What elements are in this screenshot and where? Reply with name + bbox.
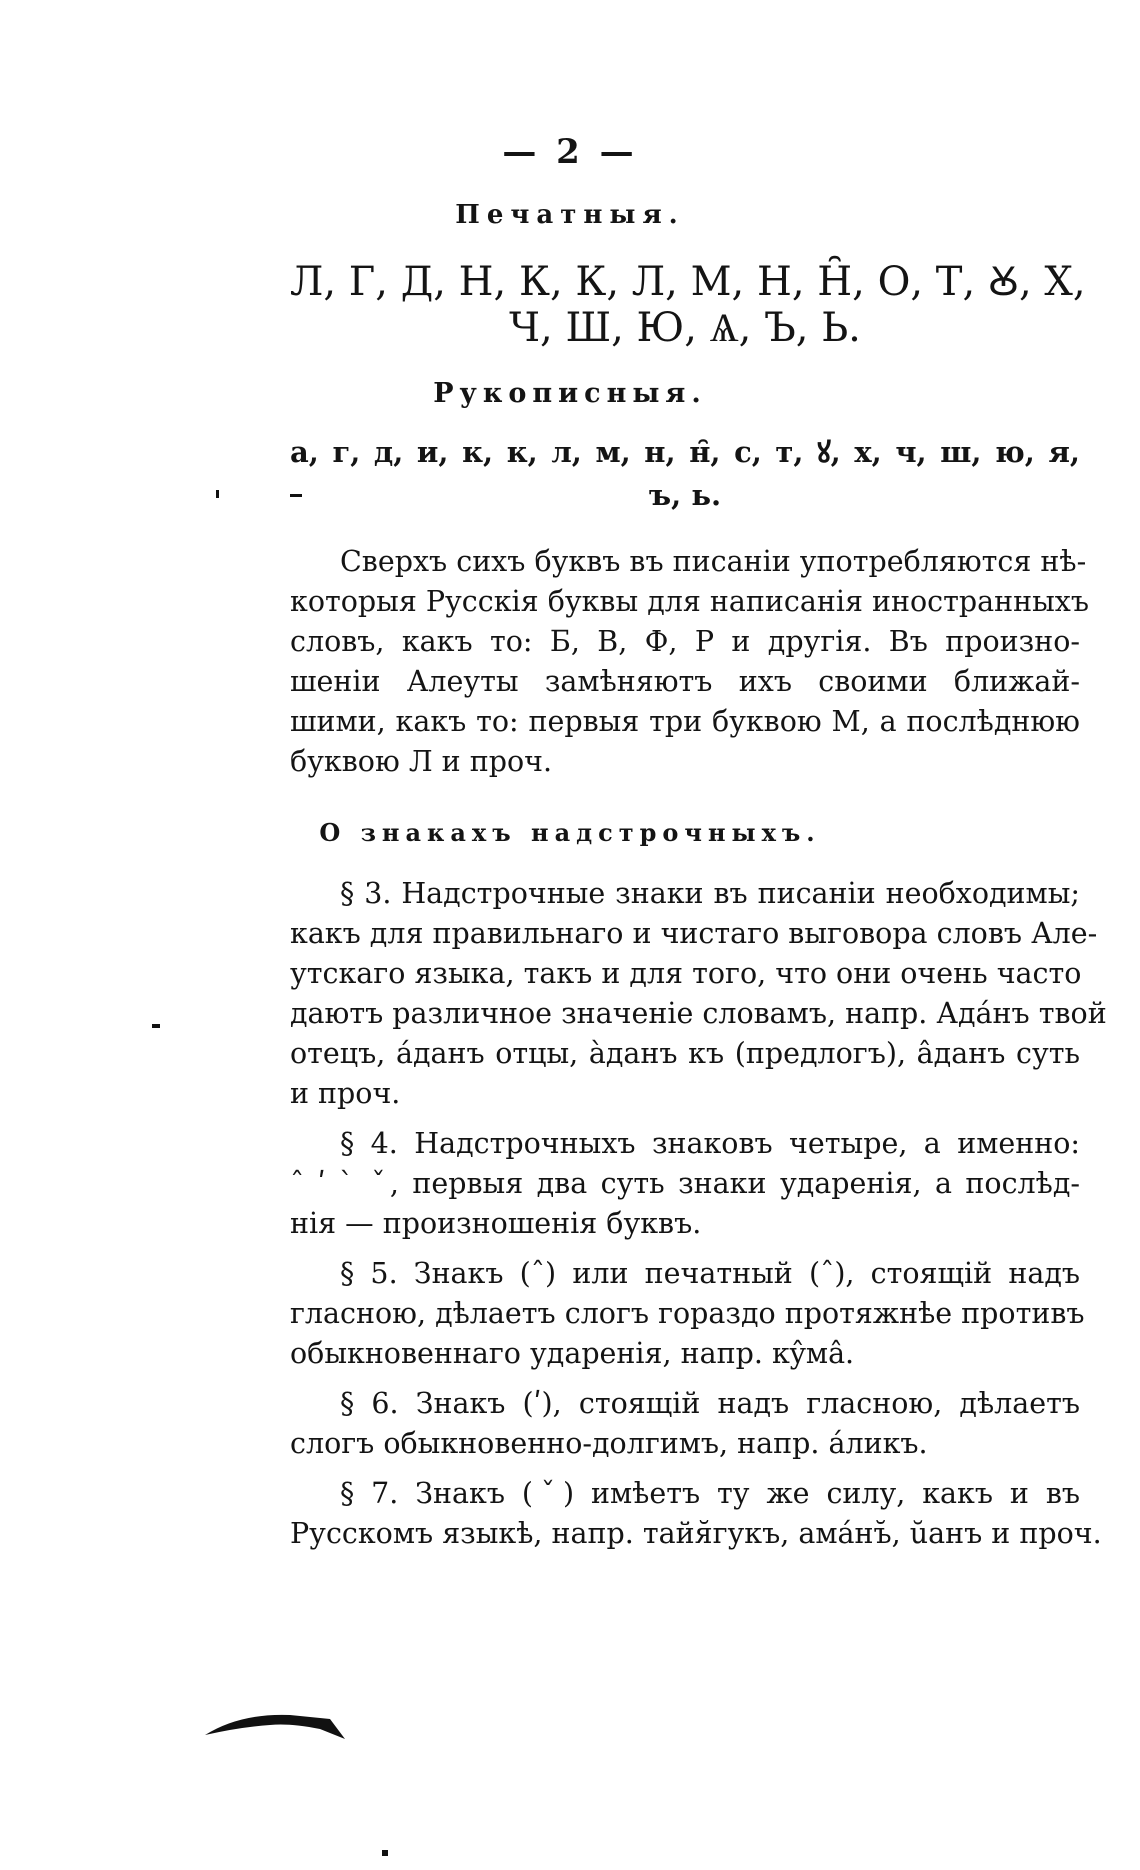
- section-3-line: § 3. Надстрочные знаки въ писаніи необходимы;: [340, 877, 1080, 910]
- scan-speck: [290, 494, 302, 497]
- section-5-line: гласною, дѣлаетъ слогъ гораздо протяжнѣе противъ: [290, 1297, 1085, 1330]
- section-6-line: слогъ обыкновенно-долгимъ, напр. а́ликъ.: [290, 1427, 928, 1460]
- script-alphabet-line-2: ъ, ь.: [648, 478, 722, 512]
- script-letters-heading: Рукописныя.: [433, 378, 707, 409]
- section-4-line: § 4. Надстрочныхъ знаковъ четыре, а именно:: [340, 1127, 1080, 1160]
- section-3-line: какъ для правильнаго и чистаго выговора словъ Але-: [290, 917, 1098, 950]
- section-7-line: Русскомъ языкѣ, напр. тайя̆гукъ, ама́нъ̆, ŭанъ и проч.: [290, 1517, 1102, 1550]
- paragraph-line: которыя Русскія буквы для написанія иностранныхъ: [290, 585, 1089, 618]
- section-6-line: § 6. Знакъ (ʹ), стоящій надъ гласною, дѣлаетъ: [340, 1387, 1080, 1420]
- scan-speck: [382, 1850, 388, 1856]
- section-3-line: утскаго языка, такъ и для того, что они очень часто: [290, 957, 1082, 990]
- ink-stroke-mark: [200, 1705, 350, 1745]
- printed-alphabet-line-1: Л, Г, Д, Н, К, К, Л, М, Н, Н̑, О, Т, Ꙋ, Х,: [290, 259, 1086, 305]
- paragraph-line: шими, какъ то: первыя три буквою М, а послѣднюю: [290, 705, 1080, 738]
- section-3-line: и проч.: [290, 1077, 401, 1110]
- paragraph-line: шеніи Алеуты замѣняютъ ихъ своими ближай-: [290, 665, 1080, 698]
- paragraph-line: буквою Л и проч.: [290, 745, 553, 778]
- scan-speck: [152, 1024, 160, 1028]
- scan-speck: [216, 490, 219, 498]
- section-3-line: отецъ, а́данъ отцы, а̀данъ къ (предлогъ), а̂данъ суть: [290, 1037, 1080, 1070]
- paragraph-line: Сверхъ сихъ буквъ въ писаніи употребляются нѣ-: [340, 545, 1087, 578]
- printed-letters-heading: Печатныя.: [455, 200, 685, 230]
- section-4-line: ˆ ʹ ˋ ˇ, первыя два суть знаки ударенія, а послѣд-: [290, 1167, 1080, 1200]
- superscript-marks-heading: О знакахъ надстрочныхъ.: [319, 818, 821, 847]
- script-alphabet-line-1: а, г, д, и, к, к, л, м, н, н̑, с, т, ꙋ, х, ч, ш, ю, я,: [290, 435, 1080, 469]
- page-number: — 2 —: [502, 132, 638, 172]
- section-3-line: даютъ различное значеніе словамъ, напр. Ада́нъ твой: [290, 997, 1107, 1030]
- printed-alphabet-line-2: Ч, Ш, Ю, Ѧ, Ъ, Ь.: [509, 305, 861, 351]
- section-7-line: § 7. Знакъ (ˇ) имѣетъ ту же силу, какъ и въ: [340, 1477, 1080, 1510]
- section-5-line: обыкновеннаго ударенія, напр. кŷмâ.: [290, 1337, 855, 1370]
- paragraph-line: словъ, какъ то: Б, В, Ф, Р и другія. Въ произно-: [290, 625, 1080, 658]
- section-5-line: § 5. Знакъ (ˆ) или печатный (ˆ), стоящій надъ: [340, 1257, 1080, 1290]
- section-4-line: нія — произношенія буквъ.: [290, 1207, 702, 1240]
